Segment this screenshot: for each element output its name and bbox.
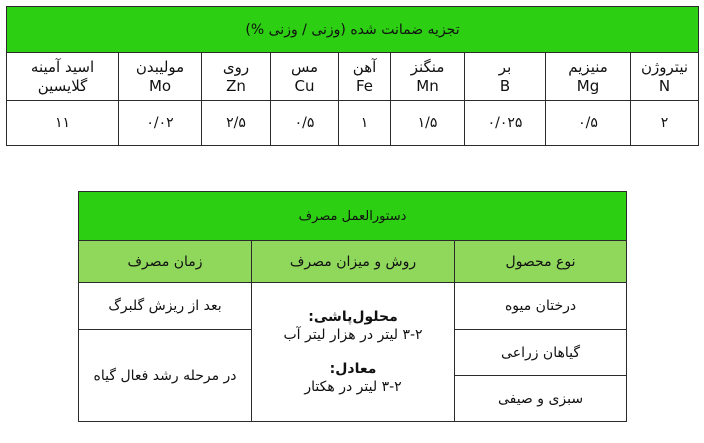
- element-value-cell: ۱/۵: [391, 101, 465, 146]
- usage-instructions-table: [78, 191, 627, 422]
- product-vegetables: سبزی و صیفی: [455, 376, 627, 422]
- product-fruit-trees: درختان میوه: [455, 283, 627, 330]
- product-field-crops: گیاهان زراعی: [455, 330, 627, 376]
- element-header-cell: [202, 53, 271, 101]
- soil-rate: ۳-۲ لیتر در هکتار: [304, 379, 402, 395]
- element-value-cell: ۱: [339, 101, 391, 146]
- element-name: آهن: [352, 57, 377, 76]
- usage-title: دستورالعمل مصرف: [79, 192, 627, 241]
- element-name: مولیبدن: [135, 57, 185, 76]
- element-symbol: B: [499, 76, 511, 95]
- element-symbol: Cu: [294, 76, 315, 95]
- element-name: روی: [222, 57, 250, 76]
- element-symbol: گلایسین: [37, 76, 88, 95]
- element-value-cell: ۲: [631, 101, 699, 146]
- analysis-title: تجزیه ضمانت شده (وزنی / وزنی %): [7, 7, 699, 53]
- element-value-cell: ۰/۵: [546, 101, 631, 146]
- element-header-cell: [465, 53, 546, 101]
- foliar-label: محلول‌پاشی:: [308, 309, 398, 325]
- element-symbol: Zn: [226, 76, 246, 95]
- element-header-cell: [271, 53, 339, 101]
- element-value-cell: ۰/۵: [271, 101, 339, 146]
- element-value-cell: ۱۱: [7, 101, 119, 146]
- time-after-petal-fall: بعد از ریزش گلبرگ: [79, 283, 252, 330]
- element-symbol: Mo: [148, 76, 172, 95]
- soil-label: معادل:: [329, 361, 377, 377]
- element-header-row: [7, 53, 699, 101]
- element-symbol: Mn: [416, 76, 439, 95]
- element-symbol: N: [658, 76, 671, 95]
- element-header-cell: [391, 53, 465, 101]
- element-name: مس: [290, 57, 319, 76]
- method-header: روش و میزان مصرف: [252, 241, 455, 283]
- element-symbol: Fe: [356, 76, 374, 95]
- method-cell: [252, 283, 455, 422]
- product-type-header: نوع محصول: [455, 241, 627, 283]
- usage-time-header: زمان مصرف: [79, 241, 252, 283]
- element-name: منگنز: [410, 57, 445, 76]
- element-name: منیزیم: [568, 57, 608, 76]
- element-header-cell: [546, 53, 631, 101]
- guaranteed-analysis-table: [6, 6, 699, 146]
- element-header-cell: [7, 53, 119, 101]
- element-symbol: Mg: [576, 76, 600, 95]
- foliar-rate: ۳-۲ لیتر در هزار لیتر آب: [283, 327, 423, 343]
- element-name: بر: [498, 57, 512, 76]
- time-active-growth: در مرحله رشد فعال گیاه: [79, 330, 252, 422]
- element-value-cell: ۲/۵: [202, 101, 271, 146]
- element-header-cell: [339, 53, 391, 101]
- element-value-cell: ۰/۰۲: [119, 101, 202, 146]
- element-value-row: [7, 101, 699, 146]
- element-header-cell: [119, 53, 202, 101]
- element-value-cell: ۰/۰۲۵: [465, 101, 546, 146]
- element-header-cell: [631, 53, 699, 101]
- element-name: نیتروژن: [641, 57, 689, 76]
- element-name: اسید آمینه: [30, 57, 95, 76]
